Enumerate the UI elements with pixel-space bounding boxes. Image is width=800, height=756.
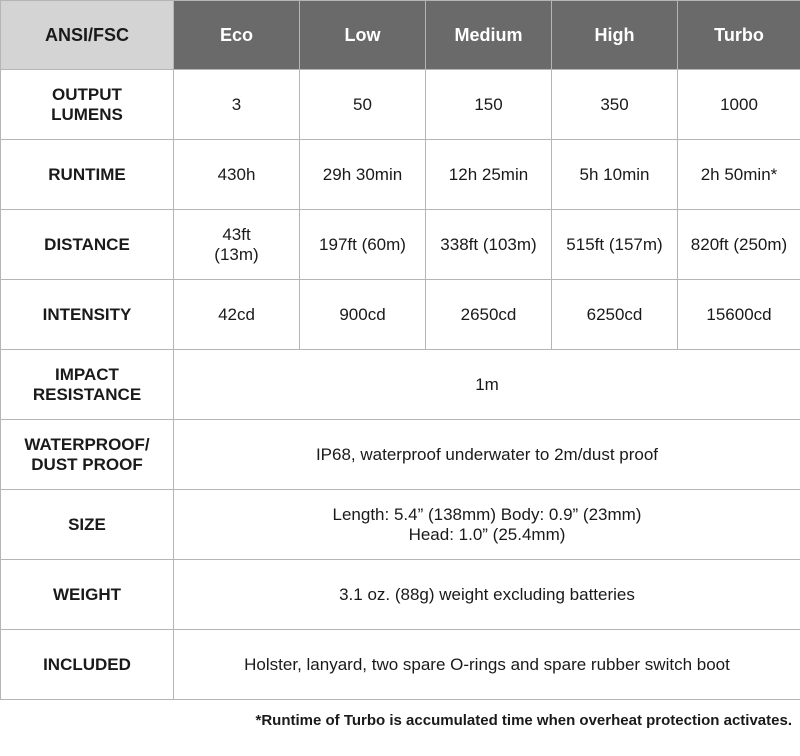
row-label-size: SIZE bbox=[1, 490, 174, 560]
header-mode-eco: Eco bbox=[174, 1, 300, 70]
cell-intensity-low: 900cd bbox=[300, 280, 426, 350]
cell-distance-low: 197ft (60m) bbox=[300, 210, 426, 280]
row-included bbox=[1, 630, 800, 700]
row-label-output-lumens: OUTPUT LUMENS bbox=[1, 70, 174, 140]
footnote: *Runtime of Turbo is accumulated time when overheat protection activates. bbox=[255, 712, 792, 729]
row-label-distance: DISTANCE bbox=[1, 210, 174, 280]
cell-runtime-turbo: 2h 50min* bbox=[678, 140, 800, 210]
header-mode-high: High bbox=[552, 1, 678, 70]
cell-output-high: 350 bbox=[552, 70, 678, 140]
cell-distance-turbo: 820ft (250m) bbox=[678, 210, 800, 280]
cell-output-turbo: 1000 bbox=[678, 70, 800, 140]
row-output-lumens bbox=[1, 70, 800, 140]
cell-intensity-turbo: 15600cd bbox=[678, 280, 800, 350]
row-weight bbox=[1, 560, 800, 630]
cell-runtime-high: 5h 10min bbox=[552, 140, 678, 210]
header-row bbox=[1, 1, 800, 70]
row-label-impact-resistance: IMPACT RESISTANCE bbox=[1, 350, 174, 420]
header-mode-turbo: Turbo bbox=[678, 1, 800, 70]
row-label-waterproof: WATERPROOF/ DUST PROOF bbox=[1, 420, 174, 490]
header-corner-cell: ANSI/FSC bbox=[1, 1, 174, 70]
cell-distance-medium: 338ft (103m) bbox=[426, 210, 552, 280]
row-intensity bbox=[1, 280, 800, 350]
row-label-included: INCLUDED bbox=[1, 630, 174, 700]
cell-output-eco: 3 bbox=[174, 70, 300, 140]
cell-weight: 3.1 oz. (88g) weight excluding batteries bbox=[174, 560, 800, 630]
cell-included: Holster, lanyard, two spare O-rings and spare rubber switch boot bbox=[174, 630, 800, 700]
cell-distance-high: 515ft (157m) bbox=[552, 210, 678, 280]
cell-output-medium: 150 bbox=[426, 70, 552, 140]
cell-intensity-eco: 42cd bbox=[174, 280, 300, 350]
cell-intensity-medium: 2650cd bbox=[426, 280, 552, 350]
row-distance bbox=[1, 210, 800, 280]
cell-runtime-low: 29h 30min bbox=[300, 140, 426, 210]
row-label-weight: WEIGHT bbox=[1, 560, 174, 630]
cell-output-low: 50 bbox=[300, 70, 426, 140]
cell-runtime-medium: 12h 25min bbox=[426, 140, 552, 210]
cell-size: Length: 5.4” (138mm) Body: 0.9” (23mm) Head: 1.0” (25.4mm) bbox=[174, 490, 800, 560]
row-runtime bbox=[1, 140, 800, 210]
cell-distance-eco: 43ft (13m) bbox=[174, 210, 300, 280]
cell-waterproof: IP68, waterproof underwater to 2m/dust proof bbox=[174, 420, 800, 490]
row-label-intensity: INTENSITY bbox=[1, 280, 174, 350]
header-mode-low: Low bbox=[300, 1, 426, 70]
cell-impact-resistance: 1m bbox=[174, 350, 800, 420]
row-waterproof bbox=[1, 420, 800, 490]
row-label-runtime: RUNTIME bbox=[1, 140, 174, 210]
row-size bbox=[1, 490, 800, 560]
cell-intensity-high: 6250cd bbox=[552, 280, 678, 350]
cell-runtime-eco: 430h bbox=[174, 140, 300, 210]
row-impact-resistance bbox=[1, 350, 800, 420]
header-mode-medium: Medium bbox=[426, 1, 552, 70]
